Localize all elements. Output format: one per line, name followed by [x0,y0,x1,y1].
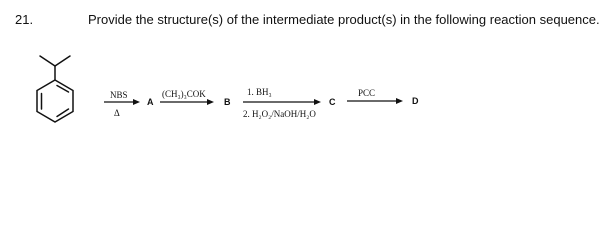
reagent-oxidative-workup: 2. H₂O₂/NaOH/H₂O [243,109,316,119]
reaction-arrow-1 [104,98,140,106]
isopropylbenzene-structure [30,42,110,142]
intermediate-b: B [224,97,231,107]
reagent-pcc: PCC [358,88,376,98]
reaction-arrow-3 [243,98,321,106]
intermediate-c: C [329,97,336,107]
question-prompt: Provide the structure(s) of the intermediate product(s) in the following reaction sequence. [88,12,600,27]
condition-heat: Δ [114,108,120,118]
reaction-arrow-2 [160,98,214,106]
reagent-borane: 1. BH₃ [247,87,272,97]
reaction-arrow-4 [347,97,403,105]
reagent-potassium-tert-butoxide: (CH₃)₃COK [162,89,206,99]
product-d: D [412,96,419,106]
intermediate-a: A [147,97,154,107]
question-number: 21. [15,12,34,27]
reagent-nbs: NBS [110,90,128,100]
